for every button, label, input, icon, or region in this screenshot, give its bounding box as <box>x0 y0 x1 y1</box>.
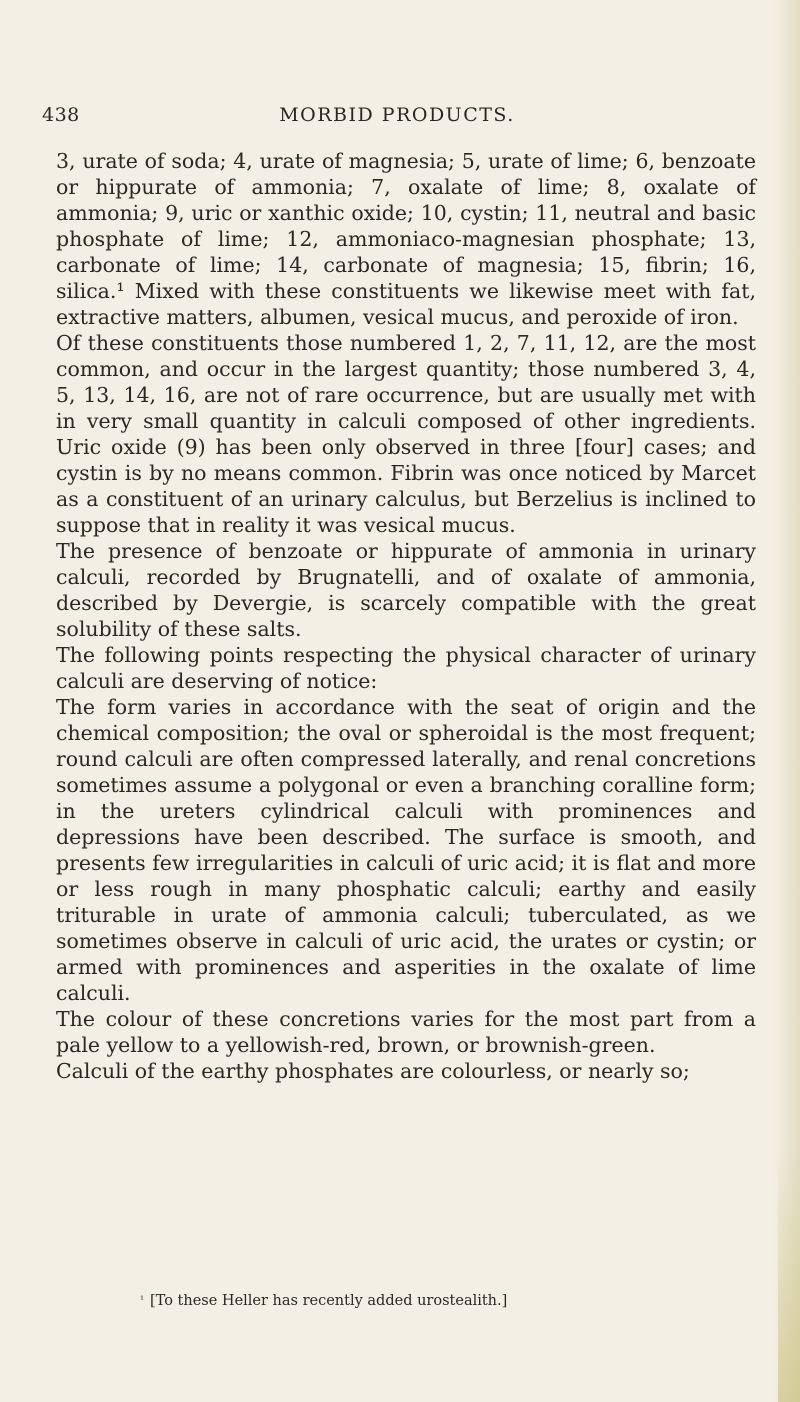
paragraph-common-constituents: Of these constituents those numbered 1, 2, 7, 11, 12, are the most common, and occur in the largest quantity; those numbered 3, 4, 5, 13, 14, 16, are not of rare occurrence, but are usually met with in very small quantity in calculi composed of other ingredients. Uric oxide (9) has been only observed in three [four] cases; and cystin is by no means common. Fibrin was once noticed by Marcet as a constituent of an urinary calculus, but Berzelius is inclined to suppose that in reality it was vesical mucus. <box>56 331 756 537</box>
footnote-marker: ¹ <box>140 1295 145 1306</box>
paragraph-earthy-phosphates: Calculi of the earthy phosphates are colourless, or nearly so; <box>56 1059 690 1083</box>
footnote-text: [To these Heller has recently added urostealith.] <box>150 1293 508 1309</box>
page-header <box>42 104 752 138</box>
footnote <box>140 1292 740 1310</box>
page-number: 438 <box>42 104 80 126</box>
paragraph-form-and-surface: The form varies in accordance with the seat of origin and the chemical composition; the oval or spheroidal is the most frequent; round calculi are often compressed laterally, and renal concretions sometimes assume a polygonal or even a branching coralline form; in the ureters cylindrical calculi with prominences and depressions have been described. The surface is smooth, and presents few irregularities in calculi of uric acid; it is flat and more or less rough in many phosphatic calculi; earthy and easily triturable in urate of ammonia calculi; tuberculated, as we sometimes observe in calculi of uric acid, the urates or cystin; or armed with prominences and asperities in the oxalate of lime calculi. <box>56 695 756 1005</box>
body-text <box>56 148 756 1084</box>
page-edge-stain <box>778 1150 800 1402</box>
paragraph-constituents-list: 3, urate of soda; 4, urate of magnesia; 5, urate of lime; 6, benzoate or hippurate of ammonia; 7, oxalate of lime; 8, oxalate of ammonia; 9, uric or xanthic oxide; 10, cystin; 11, neutral and basic phosphate of lime; 12, ammoniaco-magnesian phosphate; 13, carbonate of lime; 14, carbonate of magnesia; 15, fibrin; 16, silica.¹ Mixed with these constituents we likewise meet with fat, extractive matters, albumen, vesical mucus, and peroxide of iron. <box>56 149 756 329</box>
paragraph-benzoate-hippurate: The presence of benzoate or hippurate of ammonia in urinary calculi, recorded by Brugnatelli, and of oxalate of ammonia, described by Devergie, is scarcely compatible with the great solubility of these salts. <box>56 539 756 641</box>
paragraph-colour: The colour of these concretions varies for the most part from a pale yellow to a yellowish-red, brown, or brownish-green. <box>56 1007 756 1057</box>
running-head: MORBID PRODUCTS. <box>279 104 515 126</box>
paragraph-physical-character-intro: The following points respecting the physical character of urinary calculi are deserving of notice: <box>56 643 756 693</box>
